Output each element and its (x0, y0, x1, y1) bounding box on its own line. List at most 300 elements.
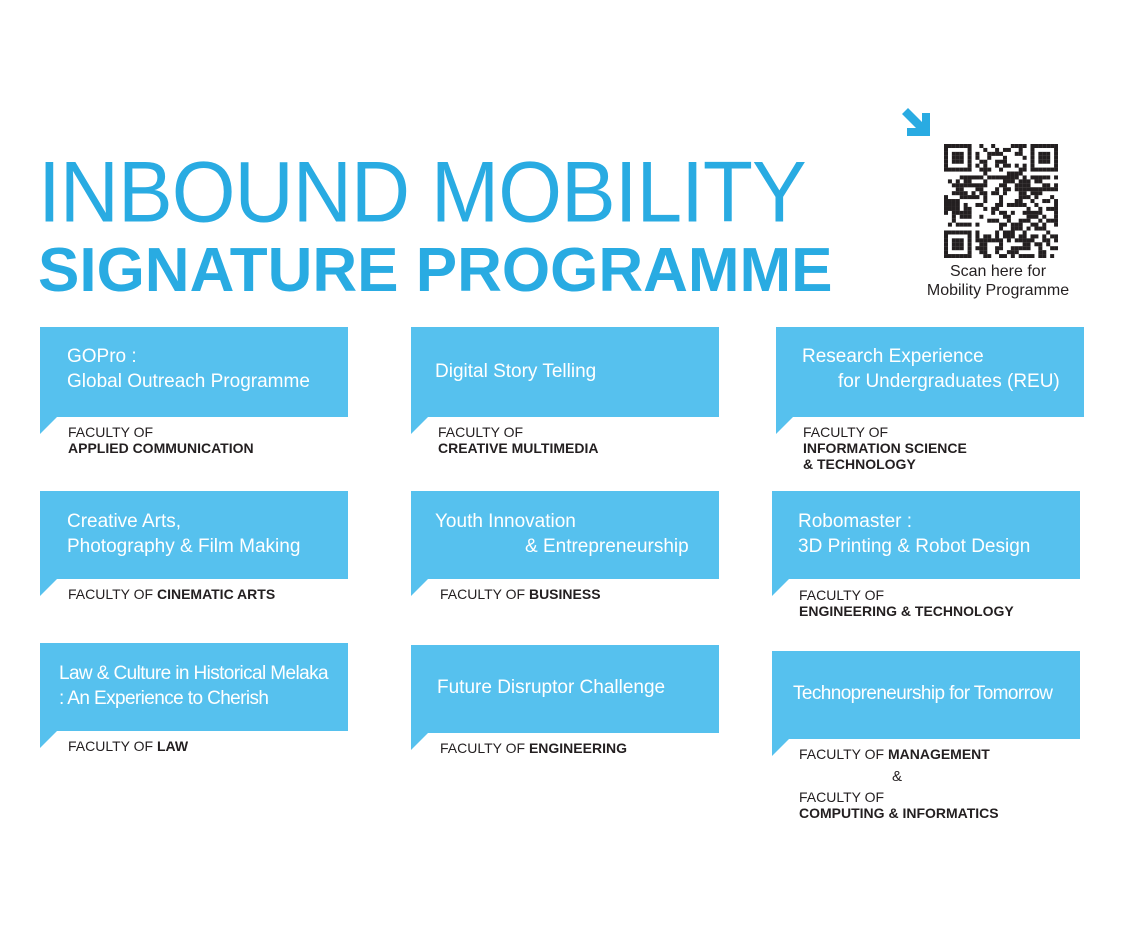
qr-module (983, 234, 987, 238)
qr-module (1054, 187, 1058, 191)
qr-module (960, 230, 964, 234)
qr-module (1007, 172, 1011, 176)
faculty-label (68, 586, 275, 602)
qr-module (1003, 156, 1007, 160)
qr-module (944, 211, 948, 215)
faculty-prefix: FACULTY OF (799, 746, 885, 762)
qr-module (944, 250, 948, 254)
qr-module (979, 160, 983, 164)
qr-module (1038, 179, 1042, 183)
qr-module (995, 187, 999, 191)
qr-module (983, 172, 987, 176)
qr-code[interactable] (944, 144, 1058, 258)
qr-module (1030, 156, 1034, 160)
qr-module (1023, 191, 1027, 195)
qr-module (968, 215, 972, 219)
qr-module (944, 160, 948, 164)
qr-module (983, 179, 987, 183)
qr-module (968, 207, 972, 211)
qr-module (1019, 219, 1023, 223)
qr-module (1023, 187, 1027, 191)
qr-module (968, 223, 972, 227)
faculty-name: ENGINEERING & TECHNOLOGY (799, 603, 1014, 619)
qr-module (1023, 230, 1027, 234)
qr-module (948, 168, 952, 172)
faculty-name: APPLIED COMMUNICATION (68, 440, 254, 456)
qr-module (944, 254, 948, 258)
qr-module (956, 207, 960, 211)
faculty-name: CREATIVE MULTIMEDIA (438, 440, 599, 456)
qr-module (987, 254, 991, 258)
qr-module (987, 234, 991, 238)
qr-module (964, 168, 968, 172)
qr-module (1003, 179, 1007, 183)
qr-module (991, 238, 995, 242)
qr-module (975, 183, 979, 187)
qr-module (960, 168, 964, 172)
qr-module (1027, 215, 1031, 219)
qr-module (956, 242, 960, 246)
qr-module (987, 238, 991, 242)
qr-module (1023, 164, 1027, 168)
qr-module (1030, 199, 1034, 203)
qr-module (1034, 168, 1038, 172)
qr-module (1038, 156, 1042, 160)
qr-module (1015, 183, 1019, 187)
qr-module (995, 219, 999, 223)
qr-module (944, 195, 948, 199)
speech-tail (40, 731, 57, 748)
qr-module (1054, 215, 1058, 219)
programme-title-line: for Undergraduates (REU) (838, 371, 1060, 392)
qr-module (1042, 187, 1046, 191)
qr-module (1038, 168, 1042, 172)
programme-title-line: Creative Arts, (67, 511, 182, 532)
qr-module (979, 246, 983, 250)
qr-module (1054, 160, 1058, 164)
qr-module (1034, 187, 1038, 191)
qr-module (960, 238, 964, 242)
qr-module (968, 164, 972, 168)
qr-module (983, 164, 987, 168)
qr-module (975, 187, 979, 191)
qr-module (944, 152, 948, 156)
qr-module (1042, 152, 1046, 156)
page-title: INBOUND MOBILITY (38, 144, 806, 241)
qr-module (1015, 223, 1019, 227)
qr-module (975, 230, 979, 234)
qr-module (1030, 175, 1034, 179)
qr-module (1038, 242, 1042, 246)
qr-module (960, 175, 964, 179)
qr-module (975, 238, 979, 242)
qr-module (968, 242, 972, 246)
qr-module (944, 238, 948, 242)
qr-module (952, 242, 956, 246)
qr-module (960, 246, 964, 250)
qr-module (1011, 223, 1015, 227)
qr-module (1011, 203, 1015, 207)
qr-module (1034, 211, 1038, 215)
faculty-name: COMPUTING & INFORMATICS (799, 805, 999, 821)
qr-module (1038, 175, 1042, 179)
qr-module (983, 168, 987, 172)
qr-module (999, 175, 1003, 179)
qr-module (1019, 227, 1023, 231)
speech-tail (411, 417, 428, 434)
qr-module (979, 250, 983, 254)
qr-module (1030, 144, 1034, 148)
qr-module (956, 179, 960, 183)
qr-module (979, 191, 983, 195)
qr-module (1030, 168, 1034, 172)
qr-module (999, 203, 1003, 207)
qr-module (1011, 250, 1015, 254)
faculty-prefix: FACULTY OF (799, 587, 885, 603)
qr-module (968, 254, 972, 258)
qr-module (972, 183, 976, 187)
qr-module (1042, 254, 1046, 258)
qr-module (979, 242, 983, 246)
qr-module (1007, 175, 1011, 179)
qr-module (1038, 227, 1042, 231)
qr-module (1007, 230, 1011, 234)
qr-module (952, 160, 956, 164)
qr-module (1023, 242, 1027, 246)
qr-module (1054, 199, 1058, 203)
qr-module (1050, 246, 1054, 250)
qr-module (944, 199, 948, 203)
qr-module (1019, 254, 1023, 258)
qr-module (1015, 152, 1019, 156)
qr-module (964, 211, 968, 215)
qr-module (1042, 175, 1046, 179)
qr-module (956, 203, 960, 207)
qr-module (1015, 203, 1019, 207)
qr-module (1015, 238, 1019, 242)
programme-title-line: Research Experience (802, 346, 984, 367)
qr-module (1003, 183, 1007, 187)
qr-module (987, 219, 991, 223)
qr-module (952, 254, 956, 258)
qr-module (964, 230, 968, 234)
qr-module (952, 219, 956, 223)
qr-module (1054, 207, 1058, 211)
qr-module (1019, 203, 1023, 207)
qr-module (979, 168, 983, 172)
qr-module (1015, 227, 1019, 231)
qr-module (1027, 238, 1031, 242)
qr-module (1034, 144, 1038, 148)
qr-module (968, 160, 972, 164)
qr-module (960, 195, 964, 199)
qr-module (1030, 152, 1034, 156)
qr-module (944, 156, 948, 160)
qr-module (960, 160, 964, 164)
qr-module (1030, 223, 1034, 227)
qr-module (1027, 207, 1031, 211)
qr-module (1007, 234, 1011, 238)
qr-module (1050, 207, 1054, 211)
qr-module (1003, 175, 1007, 179)
qr-module (1003, 211, 1007, 215)
qr-module (1015, 250, 1019, 254)
qr-module (1042, 227, 1046, 231)
qr-module (1027, 211, 1031, 215)
qr-module (999, 242, 1003, 246)
qr-module (1038, 207, 1042, 211)
faculty-label (440, 740, 627, 756)
qr-module (1042, 215, 1046, 219)
qr-module (1015, 246, 1019, 250)
qr-module (1011, 211, 1015, 215)
qr-module (1023, 175, 1027, 179)
qr-module (1027, 195, 1031, 199)
qr-module (983, 148, 987, 152)
qr-module (1023, 203, 1027, 207)
qr-module (944, 207, 948, 211)
speech-tail (772, 739, 789, 756)
qr-module (956, 211, 960, 215)
qr-module (1019, 199, 1023, 203)
qr-module (1027, 254, 1031, 258)
qr-module (952, 183, 956, 187)
qr-module (964, 144, 968, 148)
qr-module (975, 223, 979, 227)
programme-title-box (40, 327, 348, 417)
qr-module (968, 195, 972, 199)
qr-module (1042, 144, 1046, 148)
qr-module (1023, 219, 1027, 223)
qr-module (964, 203, 968, 207)
qr-module (995, 148, 999, 152)
qr-module (983, 238, 987, 242)
programme-title-line: Robomaster : (798, 511, 913, 532)
qr-module (1046, 144, 1050, 148)
programme-title-box (411, 645, 719, 733)
qr-module (1030, 164, 1034, 168)
qr-module (1034, 191, 1038, 195)
qr-module (1050, 168, 1054, 172)
qr-module (1015, 172, 1019, 176)
qr-module (960, 152, 964, 156)
qr-module (979, 238, 983, 242)
qr-module (1019, 172, 1023, 176)
qr-module (956, 152, 960, 156)
qr-module (944, 148, 948, 152)
qr-module (948, 223, 952, 227)
qr-module (1011, 246, 1015, 250)
qr-module (1054, 156, 1058, 160)
qr-module (975, 156, 979, 160)
faculty-label (438, 424, 598, 456)
qr-module (1019, 223, 1023, 227)
qr-module (1030, 254, 1034, 258)
programme-title-box (411, 327, 719, 417)
qr-module (1042, 160, 1046, 164)
qr-module (1027, 179, 1031, 183)
qr-module (999, 254, 1003, 258)
qr-module (995, 234, 999, 238)
qr-module (975, 175, 979, 179)
qr-module (975, 164, 979, 168)
qr-module (983, 191, 987, 195)
programme-title-box (411, 491, 719, 579)
qr-module (960, 223, 964, 227)
qr-module (999, 227, 1003, 231)
qr-module (952, 215, 956, 219)
qr-module (956, 238, 960, 242)
qr-module (1046, 156, 1050, 160)
qr-module (1030, 238, 1034, 242)
speech-tail (411, 733, 428, 750)
qr-module (1034, 203, 1038, 207)
speech-tail (772, 579, 789, 596)
arrow-down-right-icon (900, 108, 932, 138)
qr-module (1046, 187, 1050, 191)
programme-title-line: Digital Story Telling (435, 361, 597, 382)
qr-module (944, 242, 948, 246)
qr-module (1030, 234, 1034, 238)
qr-module (948, 179, 952, 183)
qr-module (968, 144, 972, 148)
qr-module (944, 168, 948, 172)
qr-module (983, 250, 987, 254)
qr-module (1054, 219, 1058, 223)
qr-module (1007, 219, 1011, 223)
qr-module (1019, 234, 1023, 238)
qr-module (1054, 203, 1058, 207)
qr-module (1019, 195, 1023, 199)
qr-module (1023, 254, 1027, 258)
qr-module (1007, 238, 1011, 242)
qr-module (1023, 156, 1027, 160)
qr-module (987, 175, 991, 179)
qr-module (975, 203, 979, 207)
qr-module (1030, 191, 1034, 195)
qr-module (1034, 215, 1038, 219)
qr-module (991, 207, 995, 211)
qr-module (979, 215, 983, 219)
speech-tail (40, 579, 57, 596)
qr-module (999, 183, 1003, 187)
qr-module (952, 207, 956, 211)
qr-module (960, 215, 964, 219)
qr-module (948, 144, 952, 148)
qr-module (944, 230, 948, 234)
qr-module (979, 144, 983, 148)
qr-module (1003, 230, 1007, 234)
qr-module (983, 254, 987, 258)
faculty-prefix: FACULTY OF (440, 740, 526, 756)
qr-module (968, 211, 972, 215)
qr-module (1050, 234, 1054, 238)
qr-module (1027, 219, 1031, 223)
programme-title-line: Global Outreach Programme (67, 371, 310, 392)
qr-module (991, 152, 995, 156)
faculty-name: BUSINESS (528, 586, 601, 602)
qr-module (1054, 144, 1058, 148)
qr-module (944, 144, 948, 148)
qr-module (952, 230, 956, 234)
qr-module (1003, 234, 1007, 238)
qr-module (1054, 148, 1058, 152)
qr-module (1038, 160, 1042, 164)
qr-module (991, 191, 995, 195)
faculty-name: MANAGEMENT (887, 746, 990, 762)
qr-module (975, 152, 979, 156)
qr-module (999, 238, 1003, 242)
qr-module (1007, 148, 1011, 152)
qr-module (960, 144, 964, 148)
qr-module (1050, 144, 1054, 148)
programme-title-line: GOPro : (67, 346, 137, 367)
qr-module (1015, 199, 1019, 203)
qr-module (964, 254, 968, 258)
qr-module (1019, 144, 1023, 148)
qr-module (999, 246, 1003, 250)
qr-module (987, 156, 991, 160)
qr-module (948, 207, 952, 211)
qr-module (1038, 246, 1042, 250)
qr-module (1054, 183, 1058, 187)
qr-module (1034, 179, 1038, 183)
qr-module (1054, 152, 1058, 156)
qr-module (983, 242, 987, 246)
qr-module (1050, 254, 1054, 258)
qr-module (1019, 187, 1023, 191)
qr-module (1015, 175, 1019, 179)
qr-module (1054, 211, 1058, 215)
qr-module (1003, 164, 1007, 168)
qr-module (956, 168, 960, 172)
qr-module (1023, 234, 1027, 238)
qr-module (1003, 191, 1007, 195)
qr-module (983, 199, 987, 203)
qr-module (1015, 187, 1019, 191)
qr-module (1011, 172, 1015, 176)
qr-module (968, 238, 972, 242)
qr-module (968, 168, 972, 172)
qr-module (1038, 219, 1042, 223)
programme-title-line: Future Disruptor Challenge (437, 677, 666, 698)
speech-tail (411, 579, 428, 596)
qr-module (1046, 242, 1050, 246)
qr-module (956, 199, 960, 203)
qr-module (995, 250, 999, 254)
qr-module (952, 156, 956, 160)
qr-caption (900, 262, 1096, 300)
qr-module (1046, 152, 1050, 156)
qr-module (968, 183, 972, 187)
qr-module (952, 203, 956, 207)
qr-module (956, 160, 960, 164)
qr-module (987, 168, 991, 172)
qr-module (999, 195, 1003, 199)
qr-module (1007, 203, 1011, 207)
qr-module (1023, 179, 1027, 183)
faculty-label (799, 587, 1014, 619)
qr-module (1019, 148, 1023, 152)
qr-module (1054, 164, 1058, 168)
qr-module (960, 187, 964, 191)
qr-module (956, 156, 960, 160)
qr-module (1042, 168, 1046, 172)
faculty-prefix: FACULTY OF (68, 424, 154, 440)
qr-module (1042, 183, 1046, 187)
qr-module (1003, 187, 1007, 191)
faculty-label (803, 424, 967, 472)
